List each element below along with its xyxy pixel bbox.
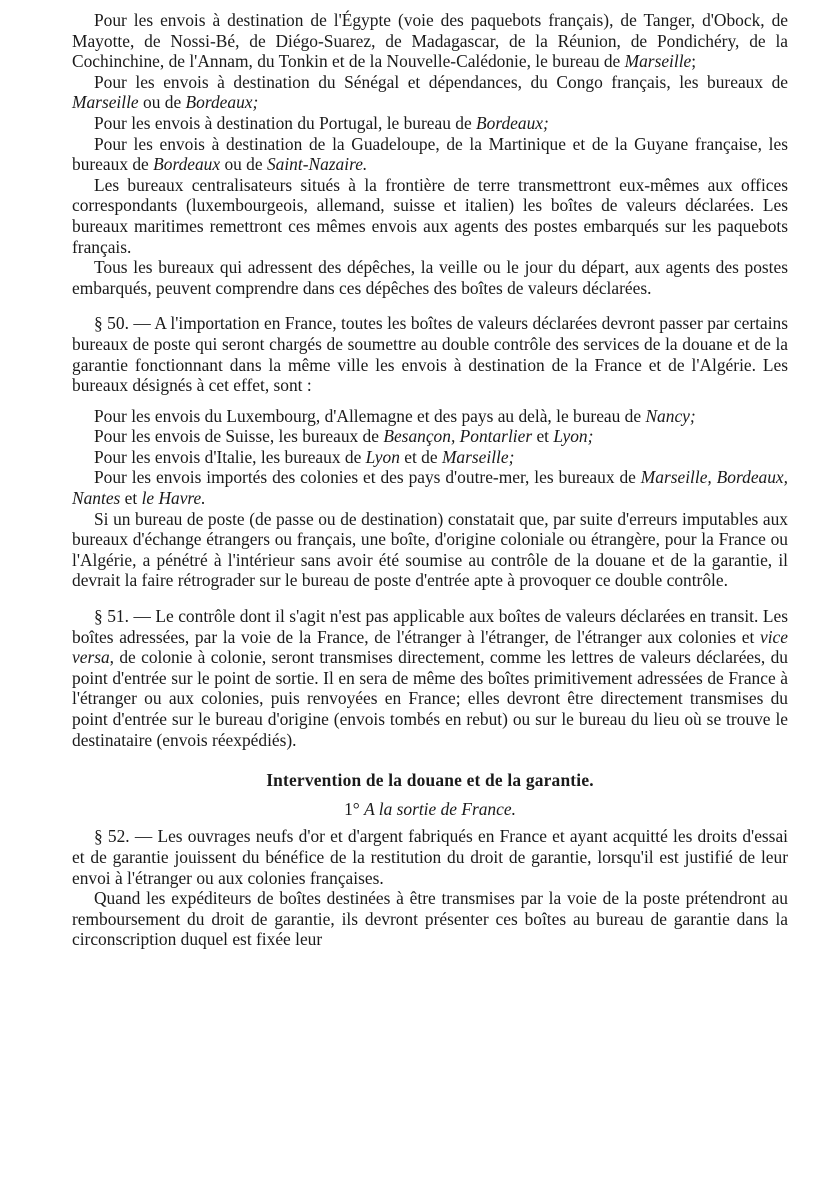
italic-text: Marseille — [624, 51, 692, 72]
text-run: § 50. — A l'importation en France, toutes les boîtes de valeurs déclarées devront passer par certains bureaux de poste qui seront chargés de soumettre au double contrôle des services de la douane et de la garantie fonctionnant dans la même ville les envois à destination de la France et de l'Algérie. Les bureaux désignés à cet effet, sont : — [72, 313, 788, 396]
italic-text: Marseille, Bordeaux, Nantes — [72, 467, 788, 509]
italic-text: Nancy; — [645, 405, 696, 426]
italic-text: vice versa — [72, 626, 788, 668]
text-run: ou de — [138, 92, 186, 113]
text-run: § 52. — Les ouvrages neufs d'or et d'argent fabriqués en France et ayant acquitté les droits d'essai et de garantie jouissent du bénéfice de la restitution du droit de garantie, lorsqu'il est justifié de leur envoi à l'étranger ou aux colonies françaises. — [72, 826, 788, 888]
text-run: Pour les envois de Suisse, les bureaux de — [94, 426, 384, 447]
italic-text: Marseille; — [441, 446, 515, 467]
italic-text: Saint-Nazaire. — [266, 154, 368, 175]
italic-text: Besançon, Pontarlier — [383, 426, 533, 447]
paragraphs-after-heading — [72, 826, 788, 950]
paragraph — [72, 509, 788, 591]
italic-text: Marseille — [72, 92, 139, 113]
text-run: ou de — [220, 154, 267, 175]
paragraph — [72, 72, 788, 113]
paragraphs-before-heading — [72, 10, 788, 750]
text-run: et — [532, 426, 554, 447]
document-page — [72, 10, 788, 950]
text-run: Si un bureau de poste (de passe ou de destination) constatait que, par suite d'erreurs imputables aux bureaux d'échange étrangers ou français, une boîte, d'origine coloniale ou étrangère, pour la France ou l'Algérie, a pénétré à l'intérieur sans avoir été soumise au contrôle de la douane et de la garantie, il devrait la faire rétrograder sur le bureau de poste d'entrée apte à provoquer ce double contrôle. — [72, 508, 788, 591]
text-run: Pour les envois d'Italie, les bureaux de — [94, 446, 366, 467]
text-run: Tous les bureaux qui adressent des dépêches, la veille ou le jour du départ, aux agents des postes embarqués, peuvent comprendre dans ces dépêches des boîtes de valeurs déclarées. — [72, 257, 788, 298]
paragraph — [72, 447, 788, 468]
paragraph — [72, 406, 788, 427]
text-run: et de — [399, 446, 442, 467]
italic-text: Bordeaux; — [476, 112, 549, 133]
italic-text: le Havre. — [141, 488, 206, 509]
text-run: Pour les envois à destination de l'Égypte (voie des paquebots français), de Tanger, d'Obock, de Mayotte, de Nossi-Bé, de Diégo-Suarez, de Madagascar, de la Réunion, de Pondichéry, de la Cochinchine, de l'Annam, du Tonkin et de la Nouvelle-Calédonie, le bureau de — [72, 10, 788, 72]
paragraph — [72, 10, 788, 72]
paragraph — [72, 134, 788, 175]
paragraph — [72, 606, 788, 750]
italic-text: Bordeaux — [153, 154, 221, 175]
paragraph — [72, 113, 788, 134]
subsection-heading — [72, 799, 788, 820]
italic-text: Lyon — [365, 446, 400, 467]
paragraph — [72, 426, 788, 447]
italic-text: Bordeaux; — [185, 92, 259, 113]
text-run: § 51. — Le contrôle dont il s'agit n'est pas applicable aux boîtes de valeurs déclarées en transit. Les boîtes adressées, par la voie de la France, de l'étranger à l'étranger, de l'étranger aux colonies et — [72, 606, 788, 647]
text-run: Quand les expéditeurs de boîtes destinées à être transmises par la voie de la poste prétendront au remboursement du droit de garantie, ils devront présenter ces boîtes au bureau de garantie dans la circonscription duquel est fixée leur — [72, 888, 788, 950]
italic-text: Lyon; — [553, 426, 594, 447]
paragraph — [72, 257, 788, 298]
paragraph — [72, 888, 788, 950]
paragraph — [72, 467, 788, 508]
paragraph — [72, 175, 788, 257]
text-run: et — [120, 488, 142, 509]
text-run: Pour les envois à destination du Sénégal et dépendances, du Congo français, les bureaux de — [94, 71, 788, 92]
text-run: Les bureaux centralisateurs situés à la frontière de terre transmettront eux-mêmes aux offices correspondants (luxembourgeois, allemand, suisse et italien) les boîtes de valeurs déclarées. Les bureaux maritimes remettront ces mêmes envois aux agents des postes embarqués sur les paquebots français. — [72, 174, 788, 257]
text-run: Pour les envois importés des colonies et des pays d'outre-mer, les bureaux de — [94, 467, 641, 488]
text-run: Pour les envois à destination du Portugal, le bureau de — [94, 112, 477, 133]
subsection-number: 1° — [344, 798, 360, 819]
paragraph — [72, 826, 788, 888]
text-run: Pour les envois du Luxembourg, d'Allemagne et des pays au delà, le bureau de — [94, 405, 646, 426]
section-heading: Intervention de la douane et de la garantie. — [266, 770, 594, 791]
paragraph — [72, 313, 788, 395]
text-run: , de colonie à colonie, seront transmises directement, comme les lettres de valeurs déclarées, du point d'entrée sur le point de sortie. Il en sera de même des boîtes primitivement adressées de France à l'étranger ou aux colonies, puis renvoyées en France; elles devront être directement transmises du point d'entrée sur le bureau d'origine (envois tombés en rebut) ou sur le bureau du lieu où se trouve le destinataire (envois réexpédiés). — [72, 647, 788, 750]
text-run: Pour les envois à destination de la Guadeloupe, de la Martinique et de la Guyane française, les bureaux de — [72, 133, 788, 175]
subsection-title: A la sortie de France. — [364, 798, 516, 819]
text-run: ; — [691, 51, 697, 72]
